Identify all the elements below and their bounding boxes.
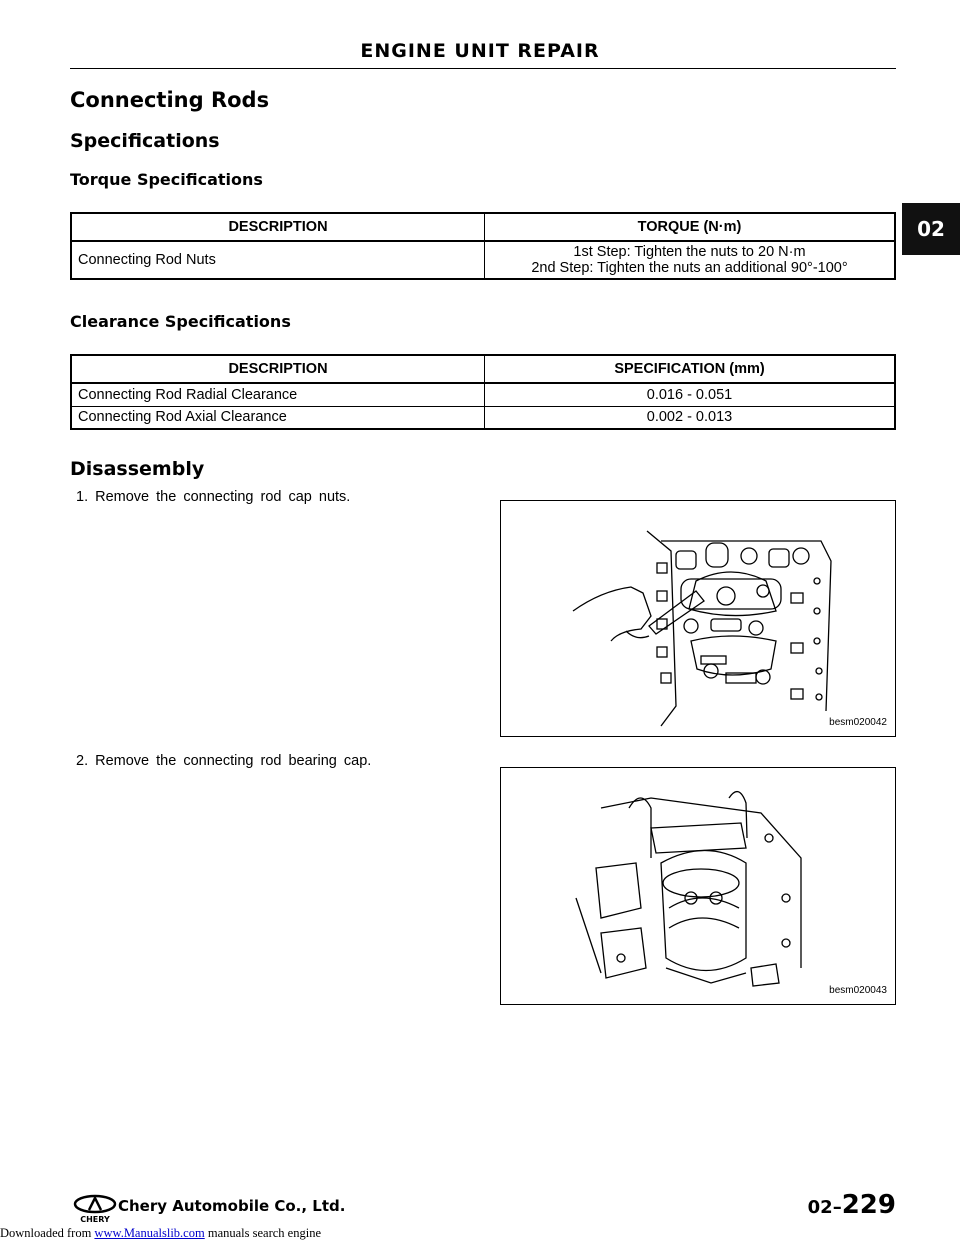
- table-cell: Connecting Rod Nuts: [71, 241, 485, 279]
- table-cell: Connecting Rod Axial Clearance: [71, 406, 485, 429]
- download-prefix: Downloaded from: [0, 1226, 95, 1240]
- step-2-text: 2. Remove the connecting rod bearing cap.: [76, 753, 372, 769]
- table-header-row: [71, 355, 895, 383]
- disassembly-heading: Disassembly: [70, 458, 205, 480]
- engine-block-illustration-1: [501, 501, 895, 736]
- page-header-title: ENGINE UNIT REPAIR: [360, 40, 600, 62]
- download-notice: [0, 1226, 321, 1241]
- table-cell: [485, 241, 896, 279]
- table-header-cell: SPECIFICATION (mm): [485, 355, 896, 383]
- table-header-cell: DESCRIPTION: [71, 213, 485, 241]
- table-row: [71, 241, 895, 279]
- table-header-row: [71, 213, 895, 241]
- figure-code: besm020042: [829, 717, 887, 728]
- torque-step-1: 1st Step: Tighten the nuts to 20 N·m: [573, 244, 806, 260]
- header-rule: [70, 68, 896, 69]
- step-1-text: 1. Remove the connecting rod cap nuts.: [76, 489, 351, 505]
- engine-block-illustration-2: [501, 768, 895, 1004]
- footer-page-number: [808, 1190, 896, 1220]
- footer-company: Chery Automobile Co., Ltd.: [118, 1197, 346, 1215]
- torque-table: [70, 212, 896, 280]
- clearance-table: [70, 354, 896, 430]
- table-header-cell: DESCRIPTION: [71, 355, 485, 383]
- section-tab: 02: [902, 203, 960, 255]
- torque-specifications-heading: Torque Specifications: [70, 170, 263, 189]
- logo-text: CHERY: [80, 1215, 110, 1224]
- chery-logo-icon: [72, 1194, 118, 1224]
- table-cell: 0.016 - 0.051: [485, 383, 896, 406]
- table-row: [71, 406, 895, 429]
- specifications-heading: Specifications: [70, 130, 220, 152]
- torque-step-2: 2nd Step: Tighten the nuts an additional 90°-100°: [531, 260, 848, 276]
- download-suffix: manuals search engine: [204, 1226, 321, 1240]
- page-section: 02–: [807, 1197, 842, 1218]
- clearance-specifications-heading: Clearance Specifications: [70, 312, 291, 331]
- figure-code: besm020043: [829, 985, 887, 996]
- manualslib-link[interactable]: www.Manualslib.com: [94, 1226, 205, 1240]
- table-cell: Connecting Rod Radial Clearance: [71, 383, 485, 406]
- table-row: [71, 383, 895, 406]
- table-header-cell: TORQUE (N·m): [485, 213, 896, 241]
- table-cell: 0.002 - 0.013: [485, 406, 896, 429]
- page-title: Connecting Rods: [70, 88, 270, 112]
- figure-remove-bearing-cap: [500, 767, 896, 1005]
- page-number: 229: [841, 1190, 896, 1220]
- figure-remove-cap-nuts: [500, 500, 896, 737]
